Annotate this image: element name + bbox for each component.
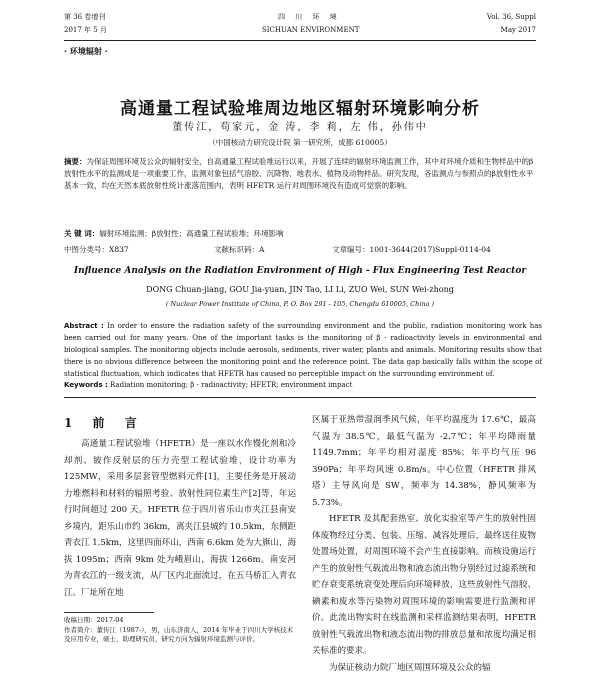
header-date-en: May 2017 bbox=[500, 26, 536, 34]
keywords-cn bbox=[64, 228, 534, 240]
footnote bbox=[64, 616, 294, 645]
header-volume-cn: 第 36 卷增刊 bbox=[64, 13, 106, 21]
body-paragraph: 为保证核动力院厂地区周围环境及公众的辐 bbox=[329, 662, 491, 673]
header-date-cn: 2017 年 5 月 bbox=[64, 26, 107, 34]
section-tag: · 环境辐射 · bbox=[64, 47, 108, 56]
abstract-cn-text: 为保证周围环境及公众的辐射安全，自高通量工程试验堆运行以来，开展了连续的辐射环境监测工作，其中对环境介质和生物样品中的β放射性水平的监测成是一项重要工作，监测对象包括气溶胶、沉降物、地表水、植物及动物样品。研究发现，各监测点与参照点的β放射性水平基本一致，均在天然本底放射性统计涨落范围内，表明 HFETR 运行对周围环境没有造成可觉察的影响。 bbox=[64, 157, 534, 190]
abstract-rule bbox=[64, 397, 536, 398]
affiliation-cn: （中国核动力研究设计院 第一研究所，成都 610005） bbox=[208, 138, 392, 147]
section-heading bbox=[64, 414, 145, 431]
authors-en: DONG Chuan-jiang, GOU Jia-yuan, JIN Tao, LI Li, ZUO Wei, SUN Wei-zhong bbox=[146, 285, 454, 294]
header-journal-cn: 四 川 环 境 bbox=[278, 13, 341, 21]
paper-title-en: Influence Analysis on the Radiation Environment of High - Flux Engineering Test Reactor bbox=[73, 266, 527, 276]
keywords-en-text: Radiation monitoring; β - radioactivity; HFETR; environment impact bbox=[110, 381, 353, 389]
abstract-cn bbox=[64, 156, 534, 192]
abstract-en bbox=[64, 320, 542, 380]
received-date: 收稿日期：2017-04 bbox=[64, 616, 124, 624]
article-number: 文章编号：1001-3644(2017)Suppl-0114-04 bbox=[332, 245, 491, 254]
keywords-en-label: Keywords : bbox=[64, 381, 108, 389]
body-paragraph: 区属于亚热带湿润季风气候，年平均温度为 17.6℃，最高气温为 38.5℃，最低气温为 -2.7℃；年平均降雨量 1149.7mm；年平均相对湿度 85%；年平均气压 96 390Pa；年平均风速 0.8m/s。中心位置（HFETR 排风塔）主导风向是 SW，频率为 14.38%，静风频率为 5.73%。 bbox=[312, 415, 536, 508]
abstract-cn-label: 摘要： bbox=[64, 157, 87, 166]
authors-cn: 董传江，苟家元，金 涛，李 莉，左 伟，孙伟中 bbox=[172, 122, 428, 133]
abstract-en-label: Abstract : bbox=[64, 322, 104, 330]
header-rule bbox=[64, 40, 536, 41]
paper-title-cn: 高通量工程试验堆周边地区辐射环境影响分析 bbox=[120, 99, 480, 119]
section-number: 1 bbox=[64, 416, 81, 430]
body-left-column: 高通量工程试验堆（HFETR）是一座以水作慢化剂和冷却剂、铍作反射层的压力壳型工程试验堆，设计功率为 125MW，采用多层套管型燃料元件[1]，主要任务是开展动力堆燃料和材料的辐照考验、放射性同位素生产[2]等，年运行时间超过 200 天。HFETR 位于四川省乐山市夹江县南安乡境内，距乐山市约 36km，离夹江县城约 10.5km，东侧距青衣江 1.5km，这里四面环山，西南 6.6km 处为大旗山，海拔 1095m；西南 9km 处为峨眉山，海拔 1266m。南安河为青衣江的一级支流，从厂区内北面流过，在五马桥汇入青衣江。厂址所在地 bbox=[64, 439, 296, 598]
keywords-en bbox=[64, 381, 542, 389]
section-title: 前 言 bbox=[92, 416, 145, 430]
author-bio: 作者简介：董传江（1987-），男，山东济南人，2014 年毕业于四川大学核技术及应用专业，硕士，助理研究员，研究方向为辐射环境监测与评价。 bbox=[64, 625, 294, 643]
running-header bbox=[0, 8, 600, 40]
body-right-column bbox=[312, 412, 536, 676]
keywords-cn-label: 关 键 词： bbox=[64, 229, 100, 238]
clc-number: 中图分类号：X837 bbox=[64, 245, 129, 254]
header-journal-en: SICHUAN ENVIRONMENT bbox=[262, 26, 360, 34]
document-code: 文献标识码：A bbox=[214, 245, 265, 254]
keywords-cn-text: 辐射环境监测；β放射性；高通量工程试验堆；环境影响 bbox=[99, 229, 284, 238]
abstract-en-text: In order to ensure the radiation safety of the surrounding environment and the public, radiation monitoring work has been carried out for many years. One of the important tasks is the monitoring of β - radioactivity levels in environmental and biological samples. The monitoring objects include aerosols, sediments, river water, plants and animals. Monitoring results show that there is no obvious difference between the monitoring point and the reference point. The data gap basically falls within the scope of statistical fluctuation, which indicates that HFETR has caused no perceptible impact on the surrounding environment of. bbox=[64, 322, 542, 378]
affiliation-en: ( Nuclear Power Institute of China, P. O. Box 291 - 105, Chengdu 610005, China ) bbox=[165, 300, 435, 308]
footnote-rule bbox=[64, 612, 154, 613]
header-volume-en: Vol. 36, Suppl bbox=[486, 13, 536, 21]
body-paragraph: HFETR 及其配套热室、放化实验室等产生的放射性固体废物经过分类、包装、压缩、减容处理后，最终送往废物处置场处置，对周围环境不会产生直接影响。而核设施运行产生的放射性气载流出物和液态流出物分别经过过滤系统和贮存衰变系统衰变处理后向环境释放，这些放射性气溶胶、碘素和废水等污染物对周围环境的影响需要进行监测和评价。此流出物实时在线监测和采样监测结果表明，HFETR 放射性气载流出物和液态流出物的排放总量和浓度均满足相关标准的要求。 bbox=[312, 514, 536, 656]
